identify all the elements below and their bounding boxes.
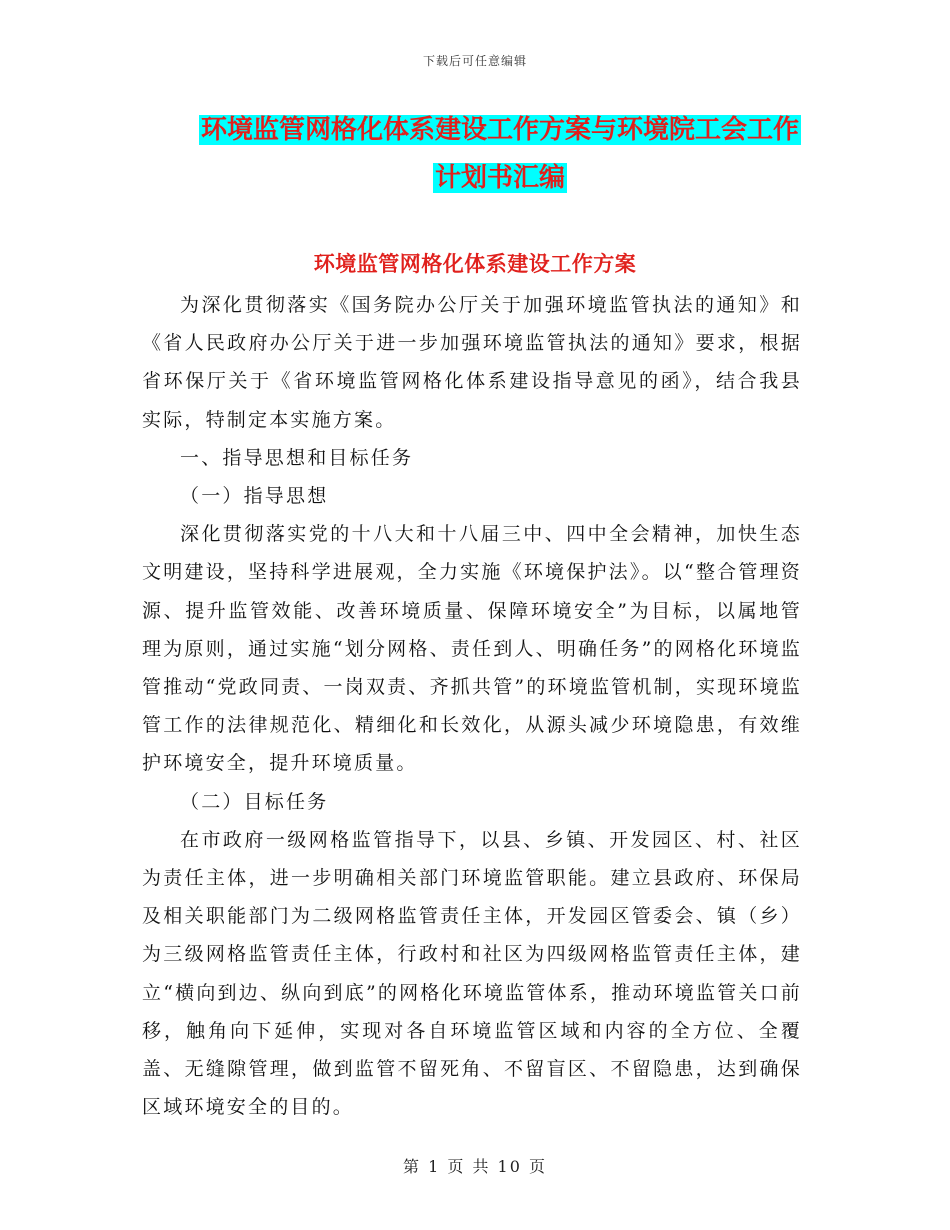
paragraph-guiding-thought: 深化贯彻落实党的十八大和十八届三中、四中全会精神，加快生态文明建设，坚持科学进展观，全力实施《环境保护法》。以“整合管理资源、提升监管效能、改善环境质量、保障环境安全”为目标，以属地管理为原则，通过实施“划分网格、责任到人、明确任务”的网格化环境监管推动“党政同责、一岗双责、齐抓共管”的环境监管机制，实现环境监管工作的法律规范化、精细化和长效化，从源头减少环境隐患，有效维护环境安全，提升环境质量。 [142,523,802,775]
paragraph-intro: 为深化贯彻落实《国务院办公厅关于加强环境监管执法的通知》和《省人民政府办公厅关于进一步加强环境监管执法的通知》要求，根据省环保厅关于《省环境监管网格化体系建设指导意见的函》，结合我县实际，特制定本实施方案。 [142,294,802,431]
document-title-line-1: 环境监管网格化体系建设工作方案与环境院工会工作 [200,115,799,145]
subheading-goals: （二）目标任务 [180,790,329,813]
section-title: 环境监管网格化体系建设工作方案 [313,252,637,276]
body-text [142,286,802,1126]
heading-guiding-thought-and-goals: 一、指导思想和目标任务 [180,446,414,469]
paragraph-goals: 在市政府一级网格监管指导下，以县、乡镇、开发园区、村、社区为责任主体，进一步明确相关部门环境监管职能。建立县政府、环保局及相关职能部门为二级网格监管责任主体，开发园区管委会、镇（乡）为三级网格监管责任主体，行政村和社区为四级网格监管责任主体，建立“横向到边、纵向到底”的网格化环境监管体系，推动环境监管关口前移，触角向下延伸，实现对各自环境监管区域和内容的全方位、全覆盖、无缝隙管理，做到监管不留死角、不留盲区、不留隐患，达到确保区域环境安全的目的。 [142,828,802,1119]
subheading-guiding-thought: （一）指导思想 [180,485,329,508]
document-title-line-2: 计划书汇编 [434,163,565,193]
page-footer: 第 1 页 共 10 页 [403,1157,547,1176]
document-title [190,106,810,202]
header-note: 下载后可任意编辑 [422,54,527,68]
